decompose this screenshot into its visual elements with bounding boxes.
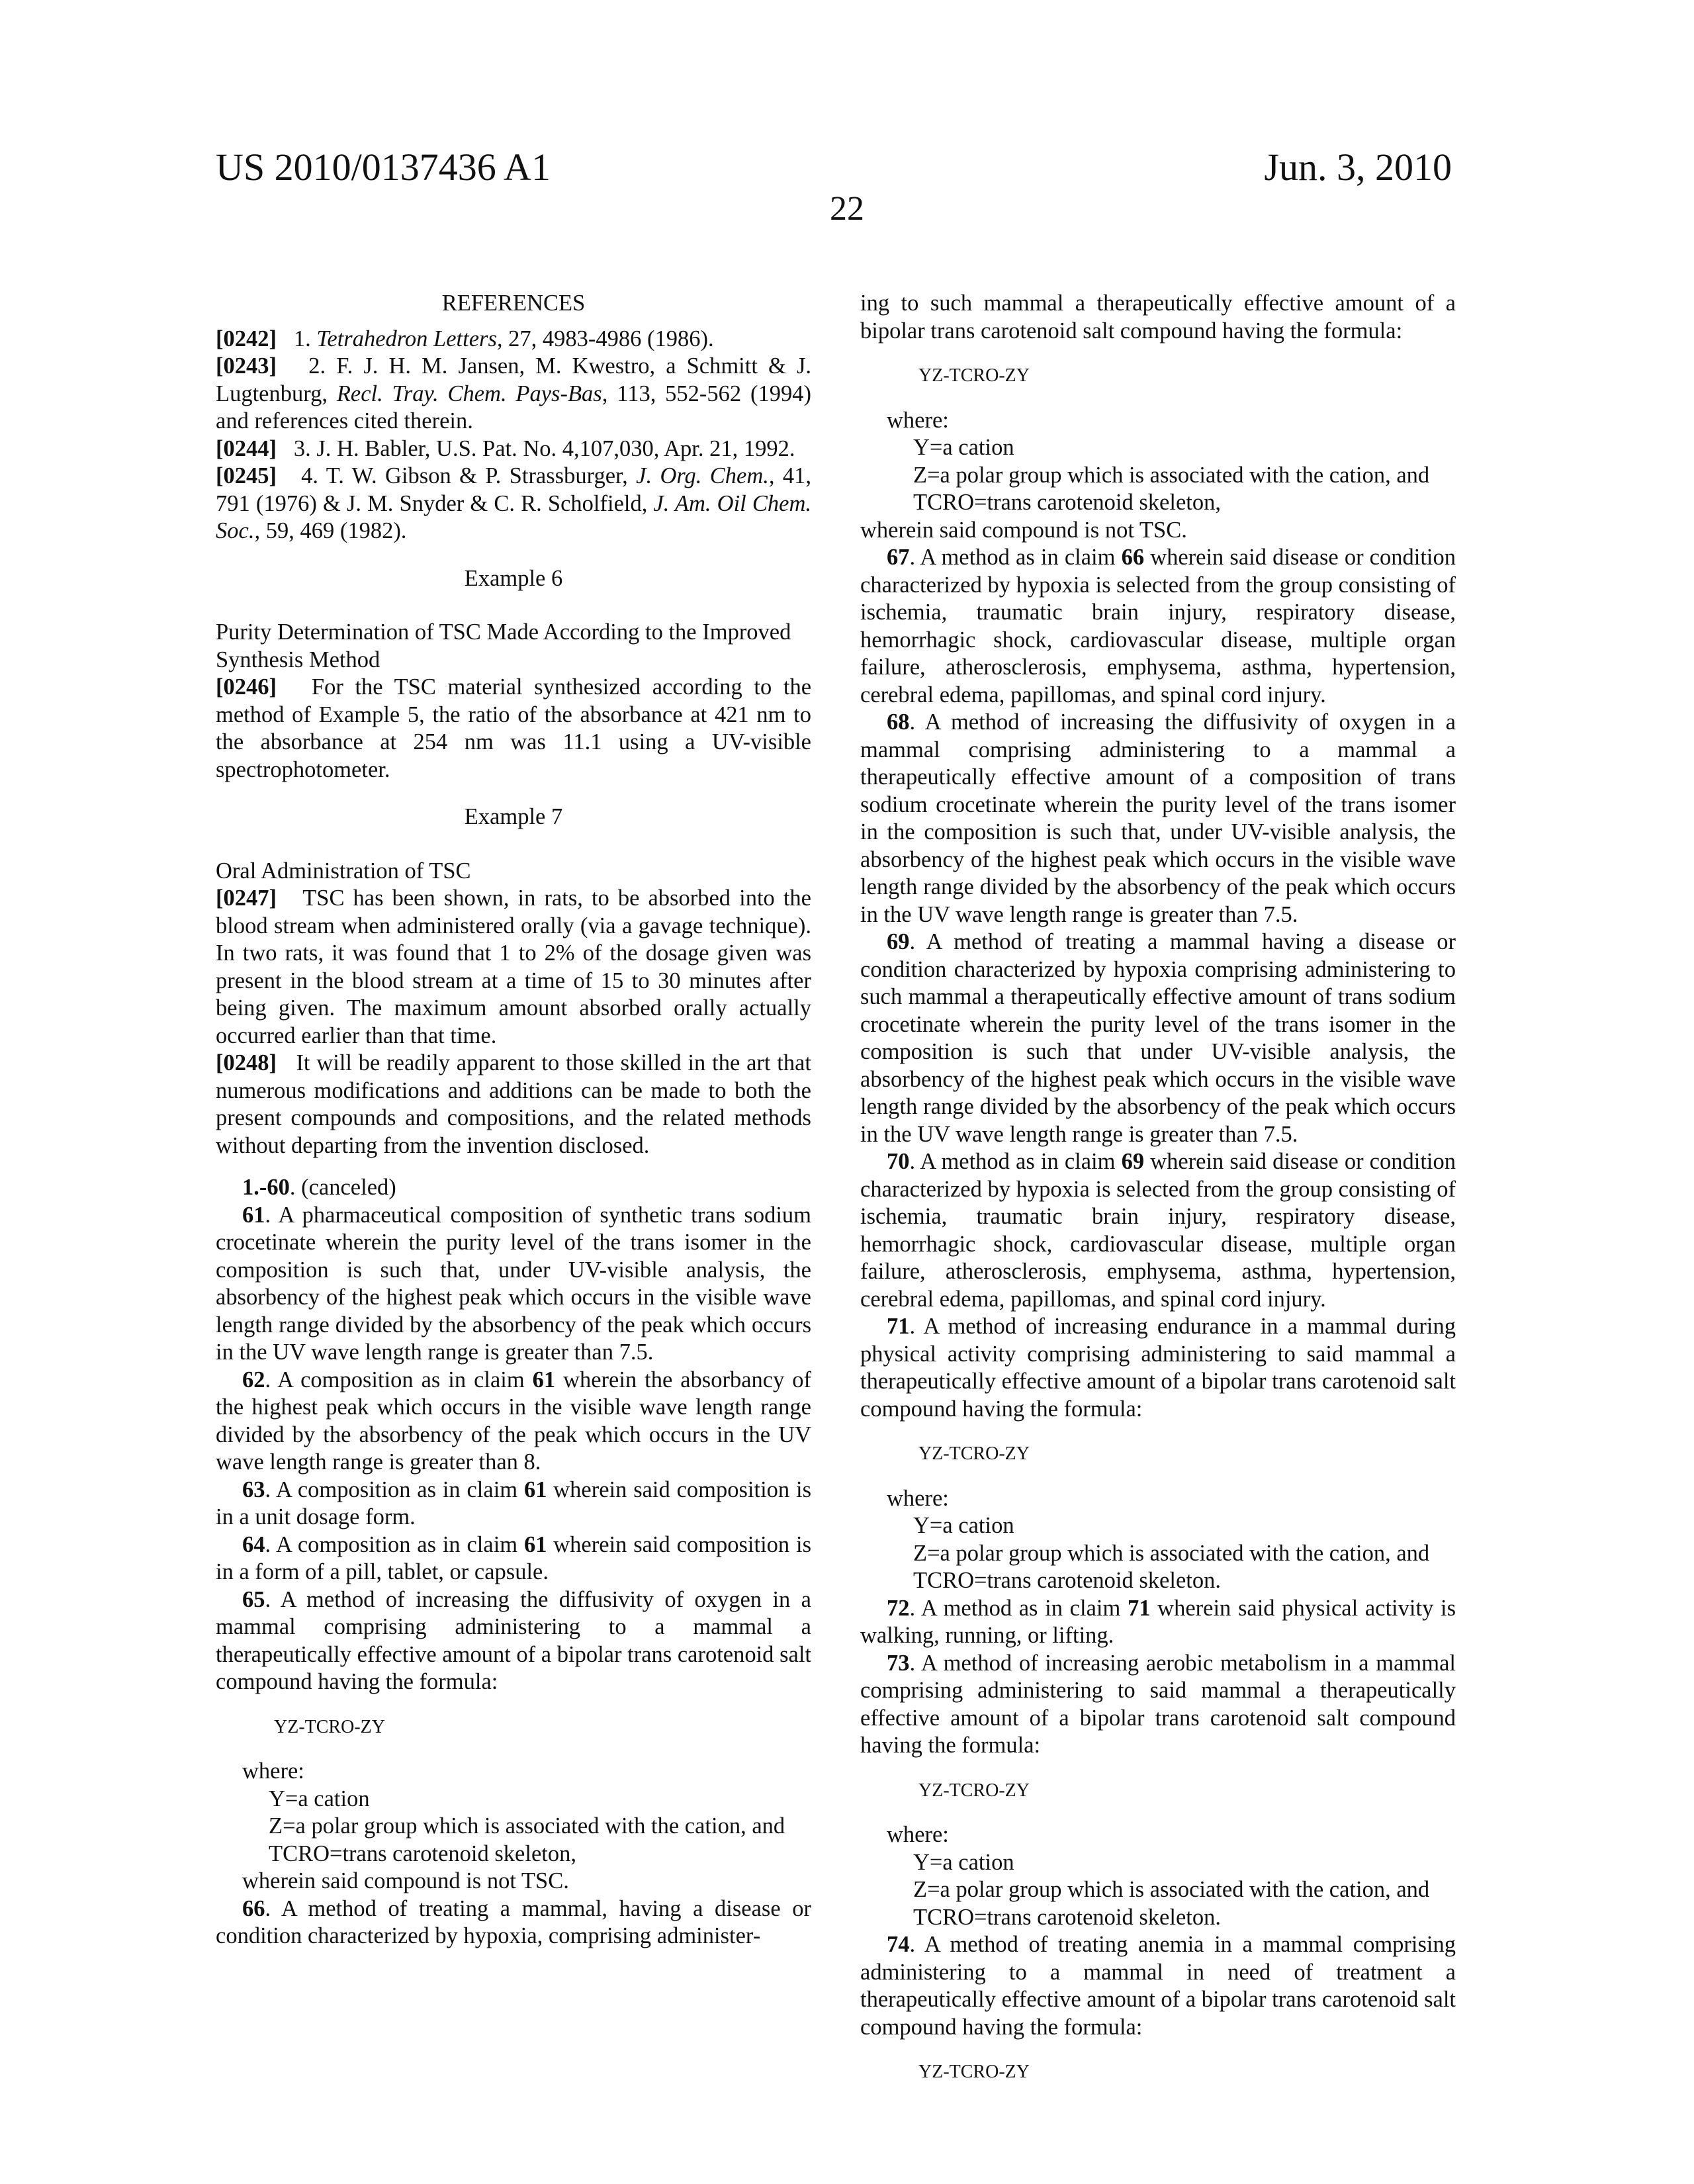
reference-text: 41, 791 (1976) & J. M. Snyder & C. R. Scholfield, (216, 463, 811, 516)
reference-text: 59, 469 (1982). (260, 518, 406, 543)
reference-text: 4. T. W. Gibson & P. Strassburger, (301, 463, 636, 488)
where-label: where: (860, 1821, 1456, 1849)
claim-number: 69 (887, 929, 910, 954)
claim-number: 65 (242, 1587, 265, 1612)
claim-66 (216, 1895, 811, 1950)
claim-number: 72 (887, 1596, 910, 1621)
claim-text: . A method of increasing aerobic metabolism in a mammal comprising administering to said mammal a therapeutically effective amount of a bipolar trans carotenoid salt compound having the formula: (860, 1651, 1456, 1758)
claim-text: . A method as in claim (910, 1596, 1128, 1621)
chemical-formula: YZ-TCRO-ZY (918, 1440, 1456, 1468)
reference-0244 (216, 435, 811, 463)
paragraph-number: [0244] (216, 436, 277, 461)
claim-number: 67 (887, 545, 910, 570)
paragraph-text: It will be readily apparent to those skilled in the art that numerous modifications and additions can be made to both the present compounds and compositions, and the related methods without departing from the invention disclosed. (216, 1050, 811, 1158)
claim-text: . A method of treating a mammal having a disease or condition characterized by hypoxia comprising administering to such mammal a therapeutically effective amount of trans sodium crocetinate wherein the purity level of the trans isomer in the composition is such that under UV-visible analysis, the absorbency of the highest peak which occurs in the visible wave length range divided by the absorbency of the peak which occurs in the UV wave length range is greater than 7.5. (860, 929, 1456, 1147)
paragraph-number: [0242] (216, 326, 277, 351)
claim-73 (860, 1650, 1456, 1760)
claim-reference: 71 (1128, 1596, 1151, 1621)
chemical-formula: YZ-TCRO-ZY (918, 2058, 1456, 2086)
chemical-formula: YZ-TCRO-ZY (274, 1713, 811, 1741)
chemical-formula: YZ-TCRO-ZY (918, 362, 1456, 390)
definition-y: Y=a cation (860, 1512, 1456, 1540)
claim-number: 63 (242, 1477, 265, 1502)
claim-tail: wherein said compound is not TSC. (216, 1868, 811, 1895)
paragraph-number: [0245] (216, 463, 277, 488)
left-column (216, 290, 811, 1950)
journal-title: Tetrahedron Letters, (316, 326, 502, 351)
claim-text: . A composition as in claim (265, 1477, 524, 1502)
example-7-heading: Example 7 (216, 803, 811, 831)
publication-date: Jun. 3, 2010 (1264, 144, 1452, 191)
claim-66-continued: ing to such mammal a therapeutically effective amount of a bipolar trans carotenoid salt compound having the formula: (860, 290, 1456, 345)
claim-reference: 61 (524, 1477, 547, 1502)
claim-71 (860, 1313, 1456, 1423)
claim-number: 70 (887, 1149, 910, 1174)
claim-number: 1.-60 (242, 1175, 290, 1200)
definition-y: Y=a cation (860, 1849, 1456, 1877)
claim-69 (860, 929, 1456, 1148)
definition-tcro: TCRO=trans carotenoid skeleton, (860, 489, 1456, 517)
claim-64 (216, 1531, 811, 1586)
claim-70 (860, 1148, 1456, 1313)
claim-text: . A pharmaceutical composition of synthetic trans sodium crocetinate wherein the purity level of the trans isomer in the composition is such that, under UV-visible analysis, the absorbency of the highest peak which occurs in the visible wave length range divided by the absorbency of the peak which occurs in the UV wave length range is greater than 7.5. (216, 1203, 811, 1365)
claim-reference: 66 (1122, 545, 1145, 570)
reference-text: 2. F. J. H. M. Jansen, M. Kwestro, a Schmitt & J. Lugtenburg, (216, 353, 811, 406)
right-column (860, 290, 1456, 2103)
claim-text: . A method of treating anemia in a mammal comprising administering to a mammal in need of treatment a therapeutically effective amount of a bipolar trans carotenoid salt compound having the formula: (860, 1932, 1456, 2040)
definition-y: Y=a cation (860, 434, 1456, 462)
claim-number: 74 (887, 1932, 910, 1957)
example-7-subtitle: Oral Administration of TSC (216, 858, 811, 886)
reference-text: 113, 552-562 (1994) and references cited therein. (216, 381, 811, 434)
claim-number: 66 (242, 1896, 265, 1921)
patent-page (0, 0, 1694, 2184)
claim-text: . (canceled) (290, 1175, 396, 1200)
claim-text: . A method of increasing the diffusivity of oxygen in a mammal comprising administering to a mammal a therapeutically effective amount of a bipolar trans carotenoid salt compound having the formula: (216, 1587, 811, 1695)
claim-reference: 69 (1122, 1149, 1145, 1174)
definition-z: Z=a polar group which is associated with the cation, and (860, 1540, 1456, 1568)
reference-text: 3. J. H. Babler, U.S. Pat. No. 4,107,030, Apr. 21, 1992. (294, 436, 795, 461)
claim-65 (216, 1586, 811, 1696)
claim-72 (860, 1595, 1456, 1650)
claim-text: wherein said physical activity is walking, running, or lifting. (860, 1596, 1456, 1649)
paragraph-number: [0243] (216, 353, 277, 379)
reference-0245 (216, 463, 811, 545)
claim-text: wherein the absorbancy of the highest peak which occurs in the visible wave length range divided by the absorbency of the peak which occurs in the UV wave length range is greater than 8. (216, 1367, 811, 1475)
claim-text: wherein said composition is in a form of a pill, tablet, or capsule. (216, 1532, 811, 1585)
definition-z: Z=a polar group which is associated with the cation, and (216, 1813, 811, 1841)
example-6-subtitle: Purity Determination of TSC Made According to the Improved Synthesis Method (216, 619, 811, 674)
journal-title: J. Org. Chem., (636, 463, 774, 488)
definition-z: Z=a polar group which is associated with the cation, and (860, 1876, 1456, 1904)
paragraph-0248 (216, 1050, 811, 1160)
reference-0242 (216, 326, 811, 353)
reference-0243 (216, 353, 811, 435)
page-number: 22 (0, 189, 1694, 229)
claim-number: 62 (242, 1367, 265, 1392)
claim-text: . A method of treating a mammal, having a disease or condition characterized by hypoxia, comprising administer- (216, 1896, 811, 1949)
claim-reference: 61 (533, 1367, 556, 1392)
definition-tcro: TCRO=trans carotenoid skeleton. (860, 1904, 1456, 1932)
claim-text: . A method as in claim (910, 545, 1122, 570)
paragraph-number: [0246] (216, 674, 277, 700)
claim-text: . A method of increasing the diffusivity of oxygen in a mammal comprising administering to a mammal a therapeutically effective amount of a composition of trans sodium crocetinate wherein the purity level of the trans isomer in the composition is such that, under UV-visible analysis, the absorbency of the highest peak which occurs in the visible wave length range divided by the absorbency of the peak which occurs in the UV wave length range is greater than 7.5. (860, 709, 1456, 927)
definition-y: Y=a cation (216, 1786, 811, 1813)
where-label: where: (860, 1485, 1456, 1513)
claim-reference: 61 (524, 1532, 547, 1557)
claim-67 (860, 544, 1456, 709)
claim-text: . A method as in claim (910, 1149, 1122, 1174)
paragraph-number: [0248] (216, 1050, 277, 1075)
claims-1-60-canceled (216, 1174, 811, 1202)
claim-61 (216, 1202, 811, 1367)
chemical-formula: YZ-TCRO-ZY (918, 1777, 1456, 1805)
claim-number: 64 (242, 1532, 265, 1557)
claim-number: 73 (887, 1651, 910, 1676)
example-6-heading: Example 6 (216, 565, 811, 593)
claim-number: 71 (887, 1314, 910, 1339)
journal-title: Recl. Tray. Chem. Pays-Bas, (337, 381, 608, 406)
paragraph-0247 (216, 885, 811, 1050)
publication-number: US 2010/0137436 A1 (216, 144, 551, 191)
claim-68 (860, 709, 1456, 929)
definition-z: Z=a polar group which is associated with the cation, and (860, 462, 1456, 490)
claim-number: 61 (242, 1203, 265, 1228)
claim-text: wherein said disease or condition characterized by hypoxia is selected from the group consisting of ischemia, traumatic brain injury, respiratory disease, hemorrhagic shock, cardiovascular disease, multiple organ failure, atherosclerosis, emphysema, asthma, hypertension, cerebral edema, papillomas, and spinal cord injury. (860, 1149, 1456, 1312)
paragraph-number: [0247] (216, 886, 277, 911)
claim-62 (216, 1367, 811, 1477)
where-label: where: (216, 1758, 811, 1786)
where-label: where: (860, 407, 1456, 435)
paragraph-text: For the TSC material synthesized according to the method of Example 5, the ratio of the absorbance at 421 nm to the absorbance at 254 nm was 11.1 using a UV-visible spectrophotometer. (216, 674, 811, 782)
claim-text: wherein said composition is in a unit dosage form. (216, 1477, 811, 1530)
paragraph-0246 (216, 674, 811, 784)
claim-text: wherein said disease or condition characterized by hypoxia is selected from the group consisting of ischemia, traumatic brain injury, respiratory disease, hemorrhagic shock, cardiovascular disease, multiple organ failure, atherosclerosis, emphysema, asthma, hypertension, cerebral edema, papillomas, and spinal cord injury. (860, 545, 1456, 707)
claim-tail: wherein said compound is not TSC. (860, 517, 1456, 545)
claim-74 (860, 1931, 1456, 2041)
claim-text: . A composition as in claim (265, 1532, 524, 1557)
definition-tcro: TCRO=trans carotenoid skeleton, (216, 1841, 811, 1868)
definition-tcro: TCRO=trans carotenoid skeleton. (860, 1567, 1456, 1595)
reference-text: 27, 4983-4986 (1986). (503, 326, 714, 351)
claim-text: . A composition as in claim (265, 1367, 533, 1392)
journal-title: J. Am. Oil Chem. Soc., (216, 491, 811, 544)
reference-text: 1. (294, 326, 317, 351)
claim-63 (216, 1477, 811, 1531)
references-heading: REFERENCES (216, 290, 811, 318)
paragraph-text: TSC has been shown, in rats, to be absorbed into the blood stream when administered orally (via a gavage technique). In two rats, it was found that 1 to 2% of the dosage given was present in the blood stream at a time of 15 to 30 minutes after being given. The maximum amount absorbed orally actually occurred earlier than that time. (216, 886, 811, 1048)
claim-text: . A method of increasing endurance in a mammal during physical activity comprising administering to said mammal a therapeutically effective amount of a bipolar trans carotenoid salt compound having the formula: (860, 1314, 1456, 1422)
claim-number: 68 (887, 709, 910, 735)
